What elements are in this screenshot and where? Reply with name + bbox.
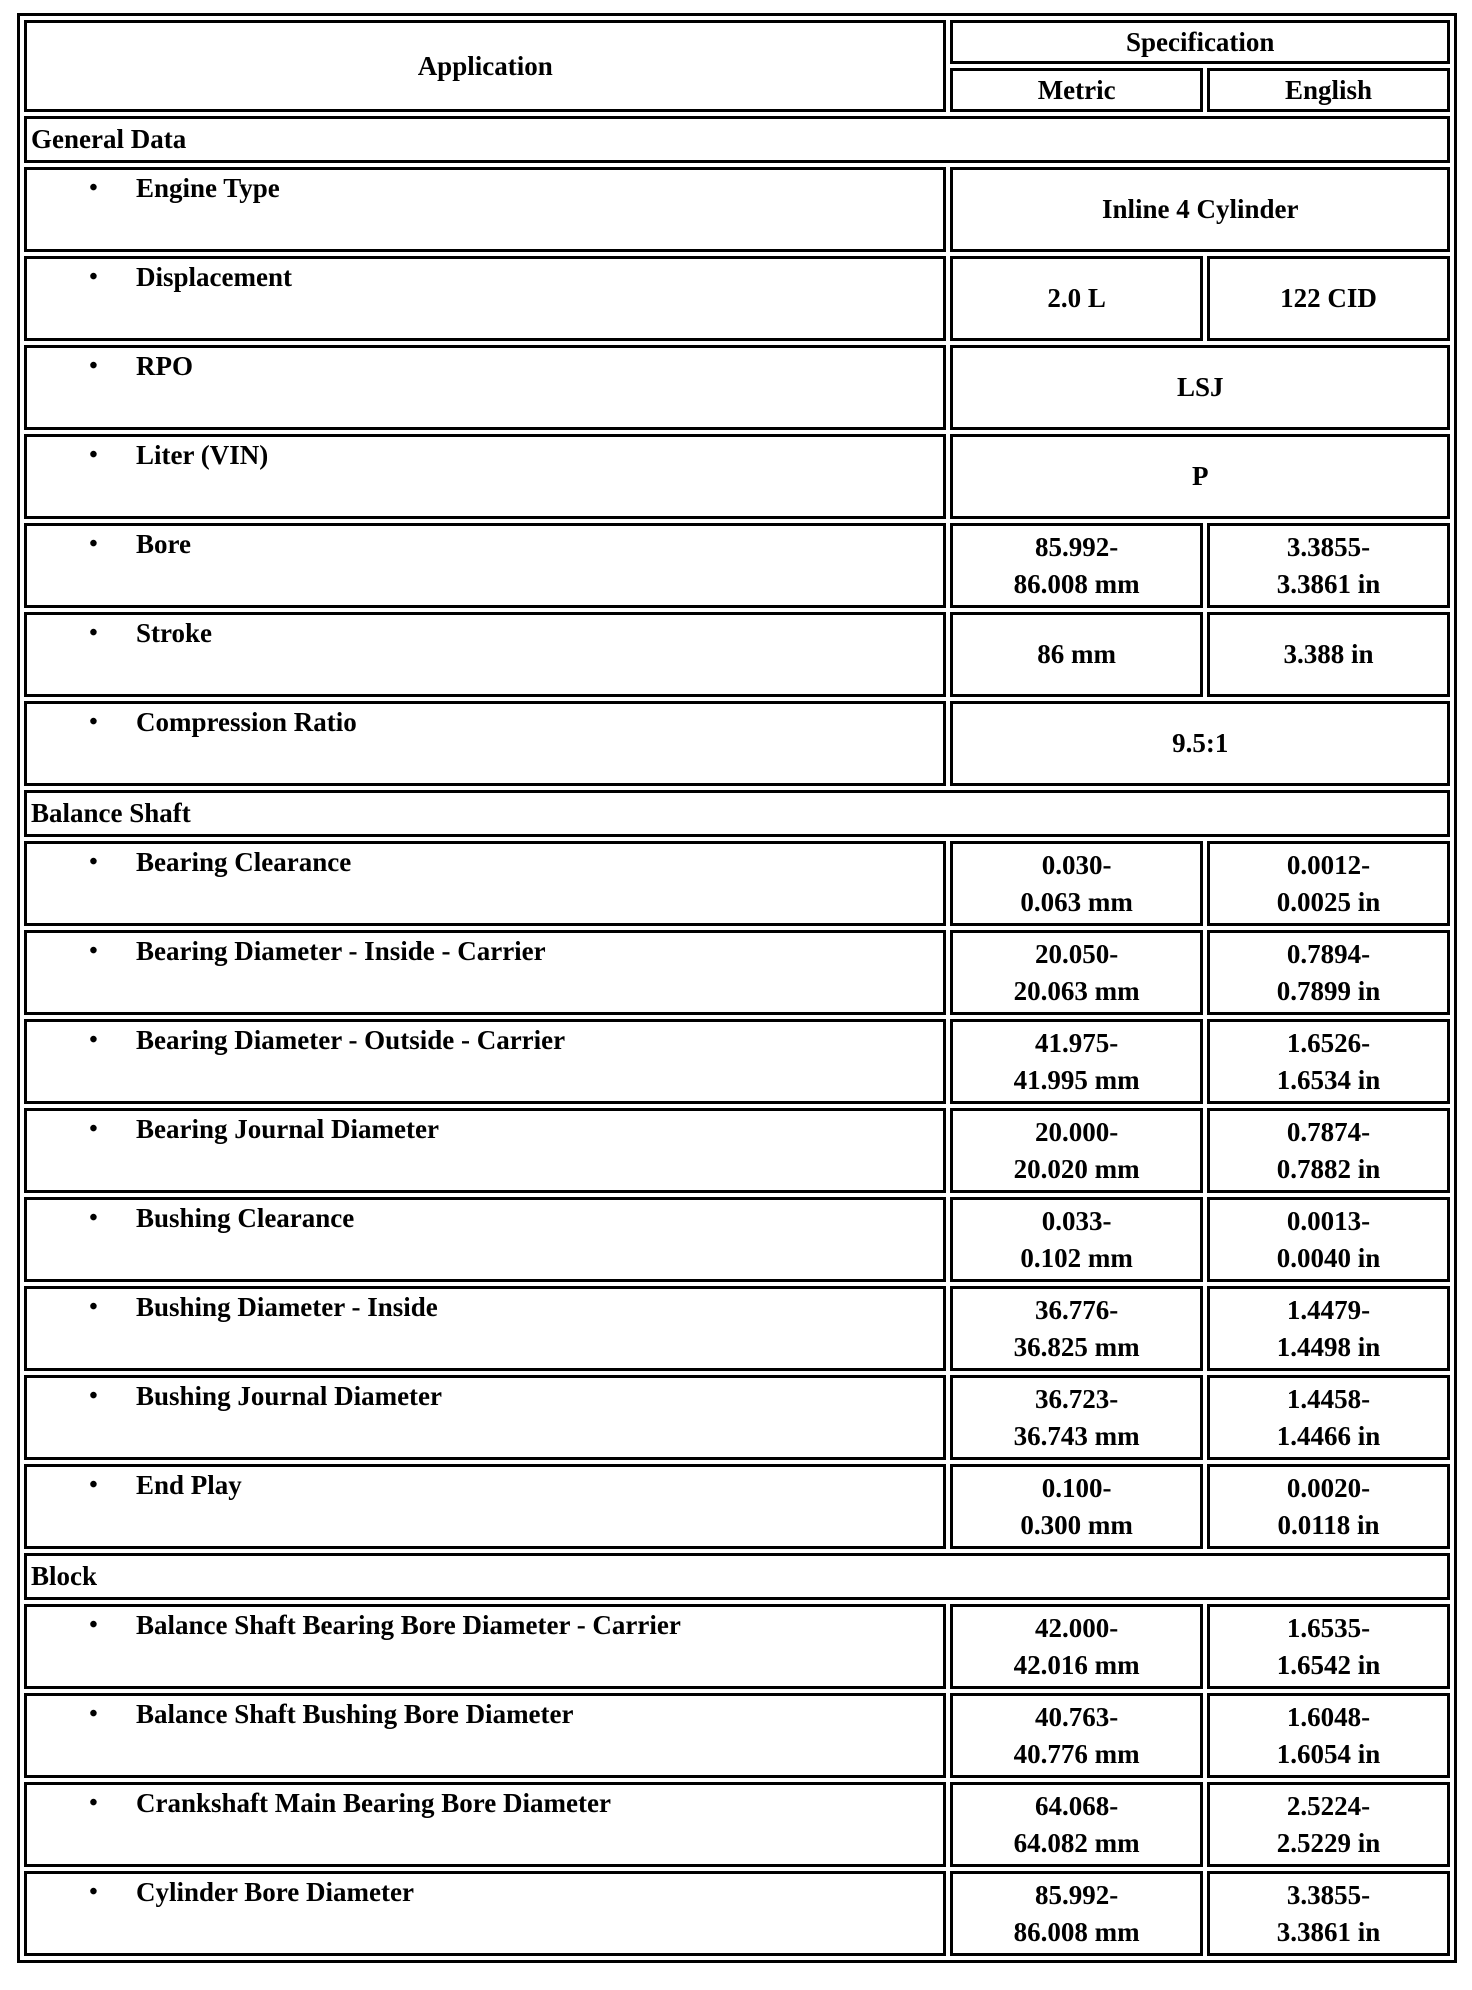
value-line: 0.7894- [1286, 938, 1371, 969]
value-line: 0.0040 in [1276, 1242, 1381, 1273]
application-cell [24, 345, 946, 430]
list-item [31, 1378, 939, 1415]
english-value-cell [1207, 612, 1450, 697]
item-label: Bearing Journal Diameter [136, 1114, 439, 1144]
metric-value-cell [950, 256, 1203, 341]
table-row [24, 345, 1450, 430]
value-line: 122 CID [1280, 283, 1377, 313]
application-cell [24, 1286, 946, 1371]
value-line: 20.063 mm [1013, 975, 1140, 1006]
value-line: Inline 4 Cylinder [1101, 194, 1299, 224]
list-item [31, 1289, 939, 1326]
bullet-icon: • [89, 849, 98, 875]
section-header-row [24, 1553, 1450, 1600]
english-value-cell [1207, 1782, 1450, 1867]
table-row [24, 701, 1450, 786]
value-line: 1.4458- [1286, 1383, 1371, 1414]
list-item [31, 1607, 939, 1644]
value-line: 0.102 mm [1020, 1242, 1133, 1273]
specification-header: Specification [950, 20, 1450, 64]
list-item [31, 437, 939, 474]
spec-value-cell [950, 345, 1450, 430]
english-value-cell [1207, 1464, 1450, 1549]
table-row [24, 1019, 1450, 1104]
value-line: 0.0118 in [1277, 1509, 1380, 1540]
metric-value-cell [950, 1464, 1203, 1549]
application-cell [24, 1197, 946, 1282]
item-label: Crankshaft Main Bearing Bore Diameter [136, 1788, 611, 1818]
bullet-icon: • [89, 1383, 98, 1409]
application-cell [24, 1464, 946, 1549]
value-line: 2.5229 in [1276, 1827, 1381, 1858]
application-cell [24, 930, 946, 1015]
value-line: 0.0020- [1286, 1472, 1371, 1503]
value-line: 0.033- [1041, 1205, 1112, 1236]
item-label: Liter (VIN) [136, 440, 269, 470]
item-label: End Play [136, 1470, 242, 1500]
metric-value-cell [950, 1604, 1203, 1689]
application-cell [24, 612, 946, 697]
list-item [31, 1874, 939, 1911]
english-value-cell [1207, 1108, 1450, 1193]
value-line: 0.063 mm [1020, 886, 1133, 917]
item-label: Compression Ratio [136, 707, 357, 737]
value-line: 1.4466 in [1276, 1420, 1381, 1451]
metric-header: Metric [950, 68, 1203, 112]
bullet-icon: • [89, 175, 98, 201]
value-line: 40.763- [1035, 1701, 1119, 1732]
value-line: 20.050- [1035, 938, 1119, 969]
value-line: 36.776- [1035, 1294, 1119, 1325]
application-cell [24, 1019, 946, 1104]
bullet-icon: • [89, 264, 98, 290]
metric-value-cell [950, 612, 1203, 697]
bullet-icon: • [89, 709, 98, 735]
list-item [31, 1111, 939, 1148]
value-line: 1.6535- [1286, 1612, 1371, 1643]
list-item [31, 170, 939, 207]
bullet-icon: • [89, 1472, 98, 1498]
application-cell [24, 1871, 946, 1956]
application-cell [24, 434, 946, 519]
section-title: Balance Shaft [24, 790, 1450, 837]
bullet-icon: • [89, 1790, 98, 1816]
value-line: P [1191, 461, 1209, 491]
application-cell [24, 167, 946, 252]
spec-value-cell [950, 701, 1450, 786]
list-item [31, 615, 939, 652]
english-value-cell [1207, 1019, 1450, 1104]
list-item [31, 1696, 939, 1733]
value-line: 20.000- [1035, 1116, 1119, 1147]
list-item [31, 348, 939, 385]
section-title: General Data [24, 116, 1450, 163]
application-cell [24, 841, 946, 926]
list-item [31, 933, 939, 970]
item-label: Displacement [136, 262, 292, 292]
table-row [24, 1464, 1450, 1549]
application-cell [24, 701, 946, 786]
value-line: 3.3855- [1286, 1879, 1371, 1910]
item-label: Bearing Clearance [136, 847, 352, 877]
list-item [31, 1785, 939, 1822]
table-row [24, 256, 1450, 341]
item-label: Cylinder Bore Diameter [136, 1877, 414, 1907]
section-header-row [24, 790, 1450, 837]
item-label: Bore [136, 529, 191, 559]
value-line: 41.995 mm [1013, 1064, 1140, 1095]
english-value-cell [1207, 1871, 1450, 1956]
metric-value-cell [950, 930, 1203, 1015]
list-item [31, 704, 939, 741]
value-line: 0.0012- [1286, 849, 1371, 880]
table-row [24, 1108, 1450, 1193]
value-line: 3.3855- [1286, 531, 1371, 562]
table-row [24, 1693, 1450, 1778]
english-value-cell [1207, 1197, 1450, 1282]
list-item [31, 1022, 939, 1059]
section-title: Block [24, 1553, 1450, 1600]
value-line: 2.5224- [1286, 1790, 1371, 1821]
bullet-icon: • [89, 1294, 98, 1320]
value-line: 0.0025 in [1276, 886, 1381, 917]
english-value-cell [1207, 256, 1450, 341]
value-line: 0.100- [1041, 1472, 1112, 1503]
table-row [24, 1286, 1450, 1371]
application-header: Application [24, 20, 946, 112]
item-label: Bushing Journal Diameter [136, 1381, 443, 1411]
value-line: 36.825 mm [1013, 1331, 1140, 1362]
item-label: Balance Shaft Bearing Bore Diameter - Carrier [136, 1610, 681, 1640]
value-line: 64.068- [1035, 1790, 1119, 1821]
table-row [24, 1782, 1450, 1867]
item-label: RPO [136, 351, 193, 381]
metric-value-cell [950, 523, 1203, 608]
english-value-cell [1207, 523, 1450, 608]
application-cell [24, 1693, 946, 1778]
value-line: LSJ [1176, 372, 1224, 402]
value-line: 0.7874- [1286, 1116, 1371, 1147]
application-cell [24, 1375, 946, 1460]
value-line: 3.388 in [1283, 639, 1374, 669]
application-cell [24, 523, 946, 608]
table-row [24, 841, 1450, 926]
table-row [24, 612, 1450, 697]
value-line: 64.082 mm [1013, 1827, 1140, 1858]
bullet-icon: • [89, 620, 98, 646]
metric-value-cell [950, 1108, 1203, 1193]
list-item [31, 526, 939, 563]
spec-value-cell [950, 434, 1450, 519]
value-line: 1.6054 in [1276, 1738, 1381, 1769]
value-line: 0.030- [1041, 849, 1112, 880]
value-line: 1.6534 in [1276, 1064, 1381, 1095]
bullet-icon: • [89, 531, 98, 557]
bullet-icon: • [89, 1205, 98, 1231]
english-value-cell [1207, 930, 1450, 1015]
value-line: 3.3861 in [1276, 568, 1381, 599]
value-line: 85.992- [1035, 531, 1119, 562]
bullet-icon: • [89, 938, 98, 964]
bullet-icon: • [89, 1116, 98, 1142]
value-line: 1.6526- [1286, 1027, 1371, 1058]
english-value-cell [1207, 1375, 1450, 1460]
bullet-icon: • [89, 1879, 98, 1905]
section-header-row [24, 116, 1450, 163]
spec-table-body [24, 116, 1450, 1956]
value-line: 1.4479- [1286, 1294, 1371, 1325]
application-cell [24, 1782, 946, 1867]
item-label: Stroke [136, 618, 213, 648]
bullet-icon: • [89, 353, 98, 379]
value-line: 1.6048- [1286, 1701, 1371, 1732]
english-value-cell [1207, 841, 1450, 926]
value-line: 0.7882 in [1276, 1153, 1381, 1184]
english-value-cell [1207, 1286, 1450, 1371]
english-header: English [1207, 68, 1450, 112]
value-line: 3.3861 in [1276, 1916, 1381, 1947]
value-line: 2.0 L [1047, 283, 1106, 313]
english-value-cell [1207, 1604, 1450, 1689]
value-line: 0.0013- [1286, 1205, 1371, 1236]
metric-value-cell [950, 1693, 1203, 1778]
list-item [31, 1467, 939, 1504]
value-line: 0.7899 in [1276, 975, 1381, 1006]
metric-value-cell [950, 1871, 1203, 1956]
value-line: 42.016 mm [1013, 1649, 1140, 1680]
value-line: 1.4498 in [1276, 1331, 1381, 1362]
metric-value-cell [950, 1782, 1203, 1867]
metric-value-cell [950, 1197, 1203, 1282]
bullet-icon: • [89, 1701, 98, 1727]
spec-value-cell [950, 167, 1450, 252]
table-row [24, 1197, 1450, 1282]
application-cell [24, 1604, 946, 1689]
table-row [24, 434, 1450, 519]
item-label: Balance Shaft Bushing Bore Diameter [136, 1699, 574, 1729]
item-label: Engine Type [136, 173, 280, 203]
table-row [24, 930, 1450, 1015]
table-row [24, 167, 1450, 252]
value-line: 36.723- [1035, 1383, 1119, 1414]
table-row [24, 1604, 1450, 1689]
value-line: 40.776 mm [1013, 1738, 1140, 1769]
value-line: 20.020 mm [1013, 1153, 1140, 1184]
list-item [31, 1200, 939, 1237]
metric-value-cell [950, 1019, 1203, 1104]
value-line: 9.5:1 [1172, 728, 1229, 758]
list-item [31, 844, 939, 881]
english-value-cell [1207, 1693, 1450, 1778]
item-label: Bearing Diameter - Inside - Carrier [136, 936, 546, 966]
bullet-icon: • [89, 442, 98, 468]
specification-table [17, 13, 1457, 1963]
bullet-icon: • [89, 1027, 98, 1053]
item-label: Bearing Diameter - Outside - Carrier [136, 1025, 566, 1055]
application-cell [24, 1108, 946, 1193]
value-line: 86 mm [1037, 639, 1117, 669]
bullet-icon: • [89, 1612, 98, 1638]
value-line: 85.992- [1035, 1879, 1119, 1910]
table-row [24, 1871, 1450, 1956]
table-row [24, 1375, 1450, 1460]
table-row [24, 523, 1450, 608]
value-line: 41.975- [1035, 1027, 1119, 1058]
metric-value-cell [950, 1286, 1203, 1371]
item-label: Bushing Clearance [136, 1203, 355, 1233]
list-item [31, 259, 939, 296]
metric-value-cell [950, 841, 1203, 926]
value-line: 86.008 mm [1013, 1916, 1140, 1947]
item-label: Bushing Diameter - Inside [136, 1292, 438, 1322]
value-line: 0.300 mm [1020, 1509, 1133, 1540]
value-line: 1.6542 in [1276, 1649, 1381, 1680]
application-cell [24, 256, 946, 341]
value-line: 86.008 mm [1013, 568, 1140, 599]
metric-value-cell [950, 1375, 1203, 1460]
value-line: 42.000- [1035, 1612, 1119, 1643]
value-line: 36.743 mm [1013, 1420, 1140, 1451]
